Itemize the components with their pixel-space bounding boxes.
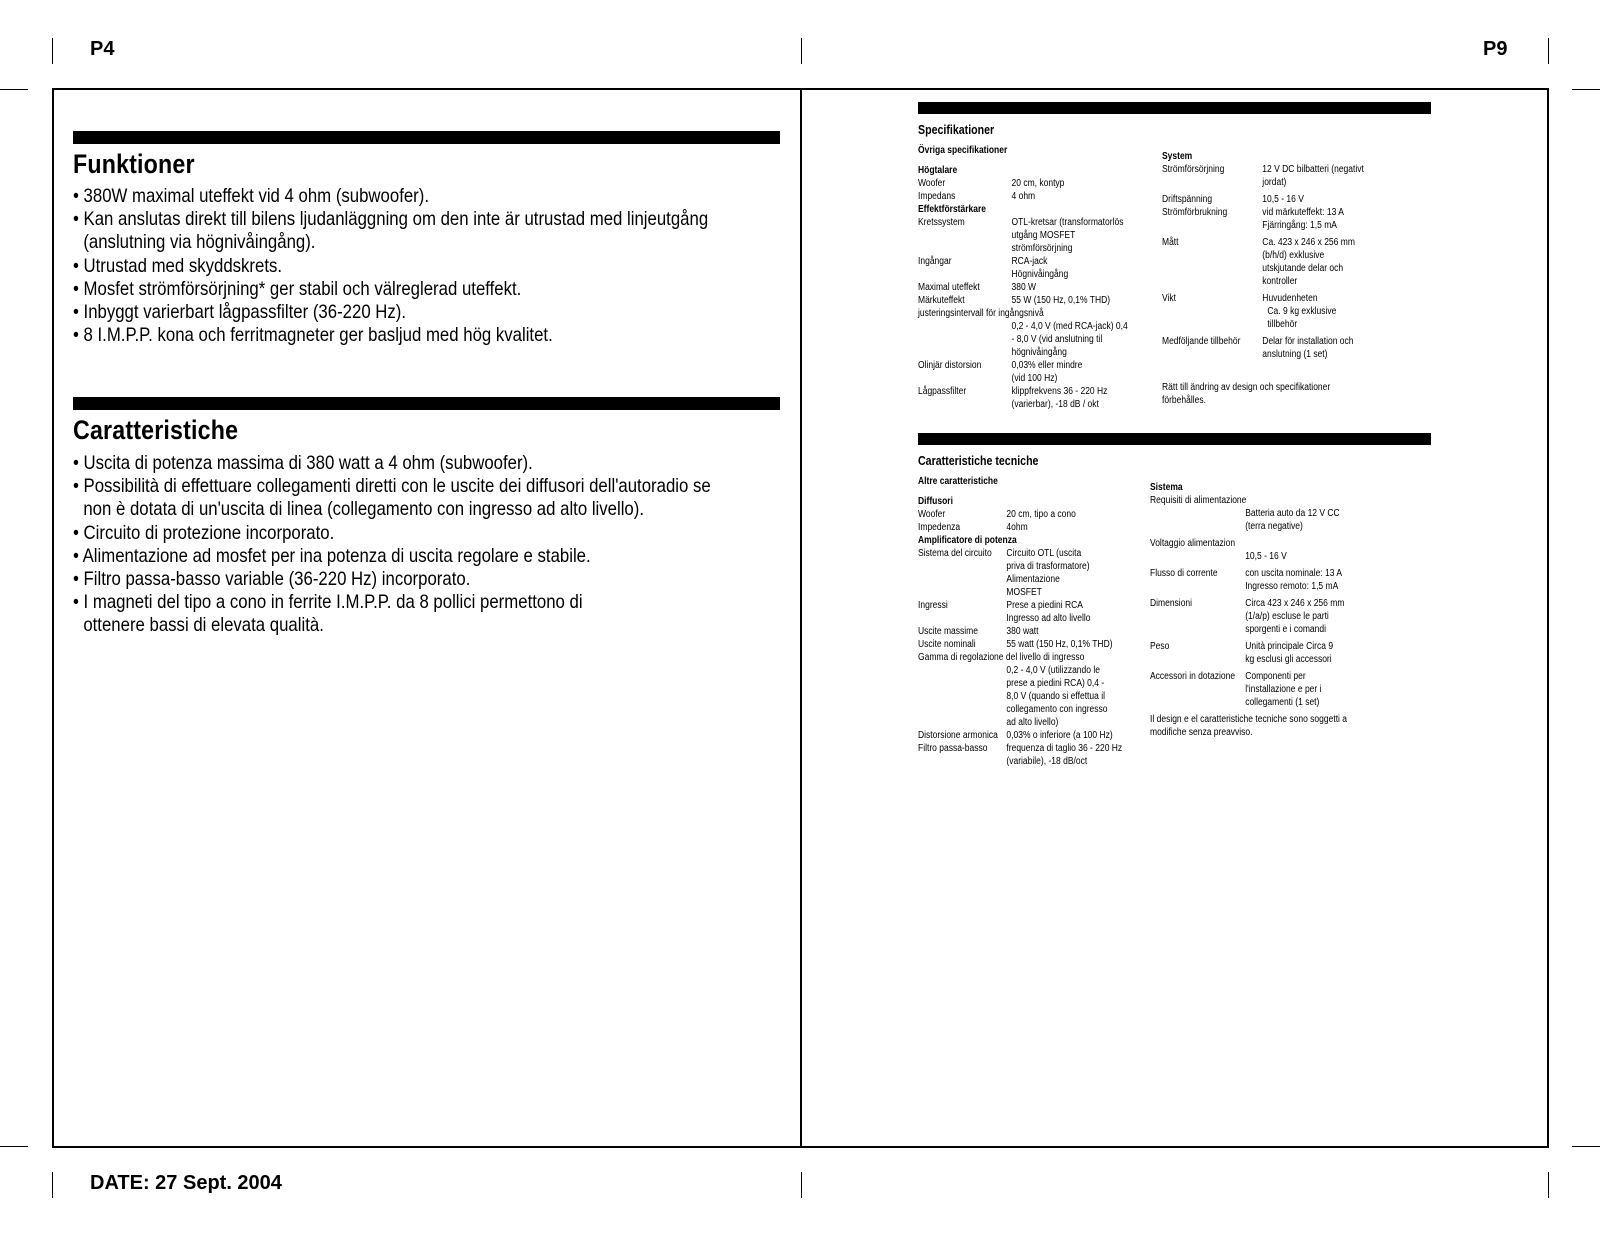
page-number-right: P9 <box>1483 38 1508 60</box>
spec-heading: Diffusori <box>918 496 953 507</box>
spec-it-right <box>1150 481 1397 739</box>
spec-sv-right <box>1162 150 1409 407</box>
spec-row: Impedans 4 ohm <box>918 191 1036 202</box>
spec-row: Uscite nominali 55 watt (150 Hz, 0,1% THD) <box>918 639 1113 650</box>
spec-row: Distorsione armonica 0,03% o inferiore (a 100 Hz) <box>918 730 1113 741</box>
list-item: • Possibilità di effettuare collegamenti diretti con le uscite dei diffusori dell'autoradio se non è dotata di un'uscita di linea (collegamento con ingresso ad alto livello). <box>73 475 711 521</box>
spec-row: Voltaggio alimentazion <box>1150 538 1236 549</box>
list-item: • Inbyggt varierbart lågpassfilter (36-220 Hz). <box>73 301 407 324</box>
list-item: • 8 I.M.P.P. kona och ferritmagneter ger basljud med hög kvalitet. <box>73 324 553 347</box>
spec-heading: Övriga specifikationer <box>918 145 1008 156</box>
spec-sv-left <box>918 124 1139 411</box>
spec-row-label: Requisiti di alimentazione <box>1150 495 1247 506</box>
spec-row: Driftspänning 10,5 - 16 V <box>1162 194 1304 205</box>
caratteristiche-list <box>73 452 727 638</box>
spec-row-label: justeringsintervall för ingångsnivå <box>918 308 1044 319</box>
spec-row: 0,2 - 4,0 V (utilizzando le prese a piedini RCA) 0,4 - 8,0 V (quando si effettua il collegamento con ingresso ad alto livello) <box>1006 665 1108 728</box>
caratteristiche-title: Caratteristiche <box>73 415 239 445</box>
spec-sv-title: Specifikationer <box>918 123 995 137</box>
spec-row: Woofer 20 cm, kontyp <box>918 178 1065 189</box>
section-bar <box>918 433 1431 445</box>
list-item: • Circuito di protezione incorporato. <box>73 521 335 544</box>
page-number-left: P4 <box>90 38 115 60</box>
spec-row: Märkuteffekt 55 W (150 Hz, 0,1% THD) <box>918 295 1111 306</box>
spec-row: 0,2 - 4,0 V (med RCA-jack) 0,4 - 8,0 V (vid anslutning til högnivåingång <box>1011 321 1128 358</box>
spec-heading: Effektförstärkare <box>918 204 987 215</box>
spec-row: Strömförbrukning vid märkuteffekt: 13 A Fjärringång: 1,5 mA <box>1162 207 1344 231</box>
spec-note: Rätt till ändring av design och specifikationer förbehålles. <box>1162 382 1331 406</box>
list-item: • Kan anslutas direkt till bilens ljudanläggning om den inte är utrustad med linjeutgång (anslutning via högnivåingång). <box>73 208 709 254</box>
crop-mark <box>52 38 53 64</box>
spec-heading: Sistema <box>1150 482 1183 493</box>
funktioner-title: Funktioner <box>73 149 195 179</box>
spec-row: Ingångar RCA-jack Högnivåingång <box>918 256 1069 280</box>
date-footer: DATE: 27 Sept. 2004 <box>90 1172 282 1194</box>
spec-row: Medföljande tillbehör Delar för installation och anslutning (1 set) <box>1162 336 1354 360</box>
list-item: • 380W maximal uteffekt vid 4 ohm (subwoofer). <box>73 185 430 207</box>
spec-row: Olinjär distorsion 0,03% eller mindre (vid 100 Hz) <box>918 360 1083 384</box>
spec-row: Maximal uteffekt 380 W <box>918 282 1037 293</box>
crop-mark <box>801 38 802 64</box>
spec-heading: Högtalare <box>918 165 958 176</box>
list-item: • Filtro passa-basso variable (36-220 Hz) incorporato. <box>73 568 471 591</box>
crop-mark <box>52 1172 53 1198</box>
spec-row: Kretssystem OTL-kretsar (transformatorlös utgång MOSFET strömförsörjning <box>918 217 1124 254</box>
spec-note: Il design e el caratteristiche tecniche sono soggetti a modifiche senza preavviso. <box>1150 714 1348 738</box>
spec-row: Vikt Huvudenheten Ca. 9 kg exklusive tillbehör <box>1162 293 1337 330</box>
spec-row: Filtro passa-basso frequenza di taglio 36 - 220 Hz (variabile), -18 dB/oct <box>918 743 1123 767</box>
crop-mark <box>1572 89 1600 90</box>
spec-row: 10,5 - 16 V <box>1245 551 1287 562</box>
spec-row: Strömförsörjning 12 V DC bilbatteri (negativt jordat) <box>1162 164 1364 188</box>
list-item: • Mosfet strömförsörjning* ger stabil och välreglerad uteffekt. <box>73 277 522 300</box>
spec-heading: Altre caratteristiche <box>918 476 998 487</box>
spec-row: Batteria auto da 12 V CC (terra negative) <box>1245 508 1340 532</box>
crop-mark <box>0 89 28 90</box>
spec-row: Accessori in dotazione Componenti per l'installazione e per i collegamenti (1 set) <box>1150 671 1322 708</box>
list-item: • Alimentazione ad mosfet per ina potenza di uscita regolare e stabile. <box>73 544 591 567</box>
page-divider <box>800 88 802 1148</box>
spec-row: Dimensioni Circa 423 x 246 x 256 mm (1/a/p) escluse le parti sporgenti e i comandi <box>1150 598 1345 635</box>
section-bar <box>73 131 780 144</box>
list-item: • I magneti del tipo a cono in ferrite I.M.P.P. da 8 pollici permettono di ottenere bassi di elevata qualità. <box>73 591 583 637</box>
spec-row: Lågpassfilter klippfrekvens 36 - 220 Hz (varierbar), -18 dB / okt <box>918 386 1108 410</box>
spec-row: Sistema del circuito Circuito OTL (uscita priva di trasformatore) Alimentazione MOSFET <box>918 548 1090 598</box>
spec-it-title: Caratteristiche tecniche <box>918 454 1039 468</box>
spec-row: Peso Unità principale Circa 9 kg esclusi gli accessori <box>1150 641 1334 665</box>
spec-row: Flusso di corrente con uscita nominale: 13 A Ingresso remoto: 1,5 mA <box>1150 568 1342 592</box>
section-bar <box>918 102 1431 114</box>
crop-mark <box>1572 1146 1600 1147</box>
crop-mark <box>1548 1172 1549 1198</box>
crop-mark <box>1548 38 1549 64</box>
crop-mark <box>0 1146 28 1147</box>
spec-heading: Amplificatore di potenza <box>918 535 1017 546</box>
spec-row: Uscite massime 380 watt <box>918 626 1039 637</box>
section-bar <box>73 397 780 410</box>
crop-mark <box>801 1172 802 1198</box>
spec-it-left <box>918 455 1148 768</box>
list-item: • Utrustad med skyddskrets. <box>73 254 283 277</box>
spec-row-label: Gamma di regolazione del livello di ingresso <box>918 652 1085 663</box>
spec-heading: System <box>1162 151 1193 162</box>
spec-row: Woofer 20 cm, tipo a cono <box>918 509 1076 520</box>
funktioner-list <box>73 185 783 347</box>
list-item: • Uscita di potenza massima di 380 watt a 4 ohm (subwoofer). <box>73 452 533 474</box>
spec-row: Ingressi Prese a piedini RCA Ingresso ad alto livello <box>918 600 1091 624</box>
spec-row: Impedenza 4ohm <box>918 522 1028 533</box>
spec-row: Mått Ca. 423 x 246 x 256 mm (b/h/d) exklusive utskjutande delar och kontroller <box>1162 237 1355 287</box>
